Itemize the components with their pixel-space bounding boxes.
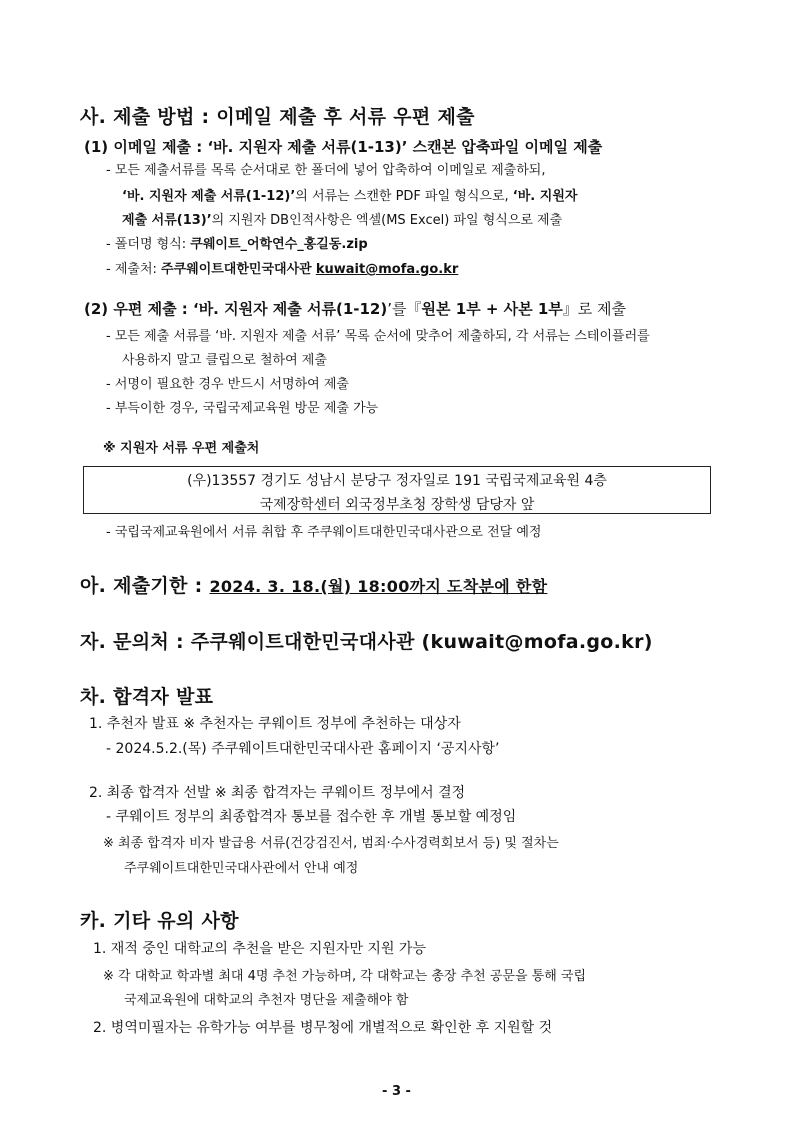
ka-item2: 2. 병역미필자는 유학가능 여부를 병무청에 개별적으로 확인한 후 지원할 것 <box>93 1020 553 1036</box>
sub1-line1: - 모든 제출서류를 목록 순서대로 한 폴더에 넣어 압축하여 이메일로 제출하되, <box>106 163 546 178</box>
mail-address-line2: 국제장학센터 외국정부초청 장학생 담당자 앞 <box>259 497 535 513</box>
section-ja-contact: 자. 문의처 : 주쿠웨이트대한민국대사관 (kuwait@mofa.go.kr) <box>80 631 653 653</box>
section-ka-title: 카. 기타 유의 사항 <box>80 910 239 932</box>
page-number: - 3 - <box>382 1084 411 1099</box>
submit-email-link[interactable]: kuwait@mofa.go.kr <box>315 262 459 277</box>
folder-format-label: - 폴더명 형식: <box>106 237 191 252</box>
mail-address-box <box>83 466 711 514</box>
ka-item1-note1: ※ 각 대학교 학과별 최대 4명 추천 가능하며, 각 대학교는 총장 추천 공문을 통해 국립 <box>103 969 587 984</box>
after-box-note: - 국립국제교육원에서 서류 취합 후 주쿠웨이트대한민국대사관으로 전달 예정 <box>106 525 542 540</box>
section-sa-title: 사. 제출 방법 : 이메일 제출 후 서류 우편 제출 <box>80 106 475 128</box>
sub2-line2: 사용하지 말고 클립으로 철하여 제출 <box>122 353 327 368</box>
sub2-title-b: ’를『 <box>387 300 422 318</box>
cha-item1: 1. 추천자 발표 ※ 추천자는 쿠웨이트 정부에 추천하는 대상자 <box>89 716 461 732</box>
folder-format-value: 쿠웨이트_어학연수_홍길동.zip <box>190 237 368 252</box>
sub2-title <box>84 300 626 318</box>
sub2-title-c: 원본 1부 + 사본 1부 <box>421 300 563 318</box>
mail-destination-note: ※ 지원자 서류 우편 제출처 <box>103 441 260 456</box>
sub2-title-a: (2) 우편 제출 : ‘바. 지원자 제출 서류(1-12) <box>84 300 388 318</box>
cha-item2: 2. 최종 합격자 선발 ※ 최종 합격자는 쿠웨이트 정부에서 결정 <box>89 785 466 801</box>
sub2-line3: - 서명이 필요한 경우 반드시 서명하여 제출 <box>106 377 349 392</box>
sub2-line4: - 부득이한 경우, 국립국제교육원 방문 제출 가능 <box>106 401 379 416</box>
cha-item2-sub: - 쿠웨이트 정부의 최종합격자 통보를 접수한 후 개별 통보할 예정임 <box>106 809 517 825</box>
sub1-line2-bold2: ‘바. 지원자 <box>512 189 578 204</box>
sub1-line2 <box>122 189 577 205</box>
section-cha-title: 차. 합격자 발표 <box>80 686 214 708</box>
sub1-title: (1) 이메일 제출 : ‘바. 지원자 제출 서류(1-13)’ 스캔본 압축파일 이메일 제출 <box>84 138 603 156</box>
sub1-line3-text: 의 지원자 DB인적사항은 엑셀(MS Excel) 파일 형식으로 제출 <box>211 213 563 228</box>
submit-destination-value: 주쿠웨이트대한민국대사관 <box>161 262 312 277</box>
deadline-label: 아. 제출기한 : <box>80 575 210 597</box>
cha-item1-sub: - 2024.5.2.(목) 주쿠웨이트대한민국대사관 홈페이지 ‘공지사항’ <box>106 741 500 757</box>
submit-destination-label: - 제출처: <box>106 262 162 277</box>
deadline-value: 2024. 3. 18.(월) 18:00까지 도착분에 한함 <box>209 577 548 596</box>
sub2-title-d: 』로 제출 <box>562 300 627 318</box>
sub1-line3-bold: 제출 서류(13)’ <box>122 213 212 228</box>
section-a-deadline <box>80 575 547 598</box>
submit-destination-line <box>106 262 458 278</box>
sub1-line2-bold1: ‘바. 지원자 제출 서류(1-12)’ <box>122 189 296 204</box>
sub1-line2-text: 의 서류는 스캔한 PDF 파일 형식으로, <box>295 189 513 204</box>
ka-item1: 1. 재적 중인 대학교의 추천을 받은 지원자만 지원 가능 <box>93 941 426 957</box>
mail-address-line1: (우)13557 경기도 성남시 분당구 정자일로 191 국립국제교육원 4층 <box>187 473 607 489</box>
cha-item2-note2: 주쿠웨이트대한민국대사관에서 안내 예정 <box>124 861 359 876</box>
sub2-line1: - 모든 제출 서류를 ‘바. 지원자 제출 서류’ 목록 순서에 맞추어 제출하되, 각 서류는 스테이플러를 <box>106 329 650 344</box>
cha-item2-note1: ※ 최종 합격자 비자 발급용 서류(건강검진서, 범죄·수사경력회보서 등) 및 절차는 <box>103 836 559 851</box>
ka-item1-note2: 국제교육원에 대학교의 추천자 명단을 제출해야 함 <box>124 993 409 1008</box>
sub1-line3 <box>122 213 562 229</box>
folder-format-line <box>106 237 368 253</box>
